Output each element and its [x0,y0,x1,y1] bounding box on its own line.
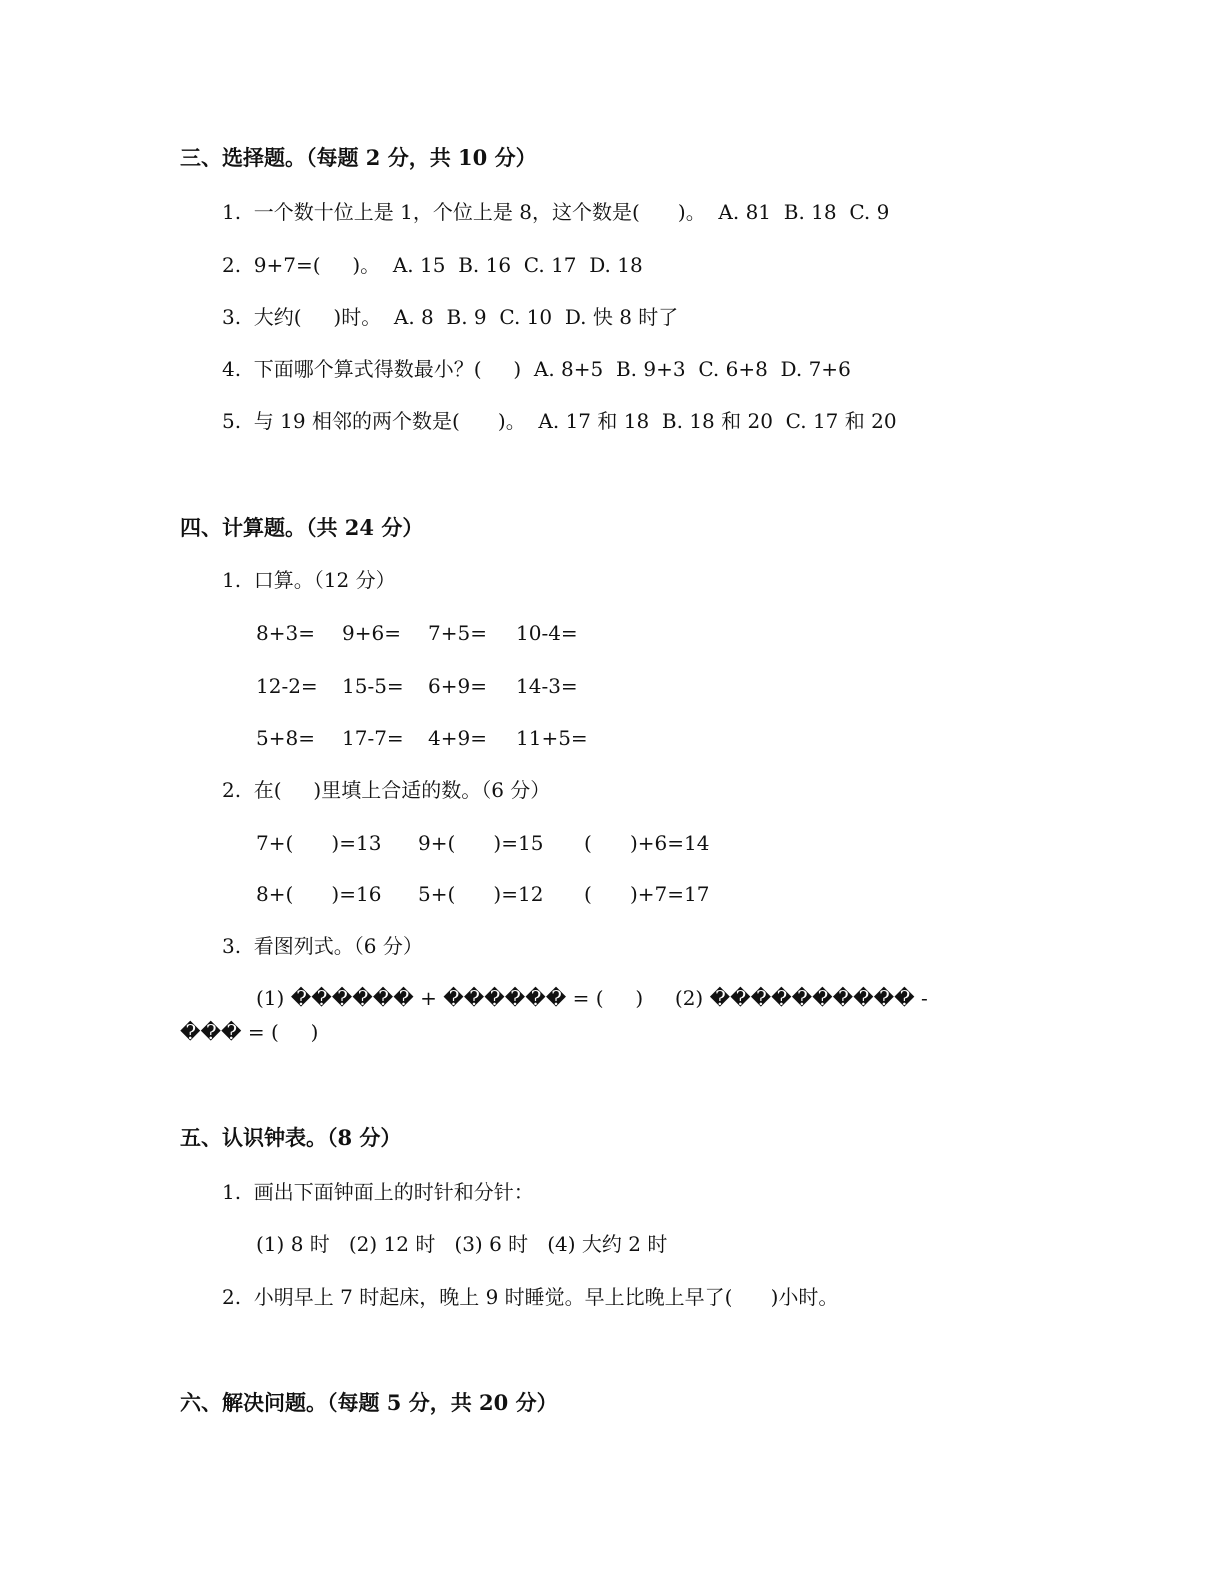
s3-question-4: 4. 下面哪个算式得数最小？( ) A. 8+5 B. 9+3 C. 6+8 D. 7+6 [222,357,851,381]
oral-cell: 8+3= [256,621,315,645]
s4-question-3-line-2: ��� = ( ) [180,1020,319,1044]
fill-cell: 8+( )=16 [256,882,382,906]
oral-cell: 10-4= [516,621,578,645]
section-6-heading: 六、解决问题。（每题 5 分，共 20 分） [180,1390,558,1415]
s5-question-1: 1. 画出下面钟面上的时针和分针： [222,1180,534,1204]
section-4-heading: 四、计算题。（共 24 分） [180,515,424,540]
oral-cell: 12-2= [256,674,318,698]
s5-question-2: 2. 小明早上 7 时起床，晚上 9 时睡觉。早上比晚上早了( )小时。 [222,1285,839,1309]
s4-question-1: 1. 口算。（12 分） [222,568,396,592]
oral-cell: 15-5= [342,674,404,698]
s3-question-1: 1. 一个数十位上是 1，个位上是 8，这个数是( )。 A. 81 B. 18 C. 9 [222,200,890,224]
fill-cell: ( )+6=14 [584,831,710,855]
section-3-heading: 三、选择题。（每题 2 分，共 10 分） [180,145,537,170]
oral-cell: 14-3= [516,674,578,698]
section-5-heading: 五、认识钟表。（8 分） [180,1125,402,1150]
oral-cell: 11+5= [516,726,588,750]
s4-question-3: 3. 看图列式。（6 分） [222,934,423,958]
oral-cell: 9+6= [342,621,401,645]
s4-question-3-line-1: (1) ������ + ������ = ( ) (2) ���������� - [256,986,928,1010]
oral-cell: 17-7= [342,726,404,750]
fill-cell: 9+( )=15 [418,831,544,855]
s4-question-2: 2. 在( )里填上合适的数。（6 分） [222,778,551,802]
fill-cell: 7+( )=13 [256,831,382,855]
fill-cell: ( )+7=17 [584,882,710,906]
s3-question-2: 2. 9+7=( )。 A. 15 B. 16 C. 17 D. 18 [222,253,643,277]
oral-cell: 4+9= [428,726,487,750]
s5-question-1-items: (1) 8 时 (2) 12 时 (3) 6 时 (4) 大约 2 时 [256,1232,668,1256]
oral-cell: 6+9= [428,674,487,698]
oral-cell: 7+5= [428,621,487,645]
s3-question-3: 3. 大约( )时。 A. 8 B. 9 C. 10 D. 快 8 时了 [222,305,679,329]
oral-cell: 5+8= [256,726,315,750]
s3-question-5: 5. 与 19 相邻的两个数是( )。 A. 17 和 18 B. 18 和 20 C. 17 和 20 [222,409,897,433]
fill-cell: 5+( )=12 [418,882,544,906]
